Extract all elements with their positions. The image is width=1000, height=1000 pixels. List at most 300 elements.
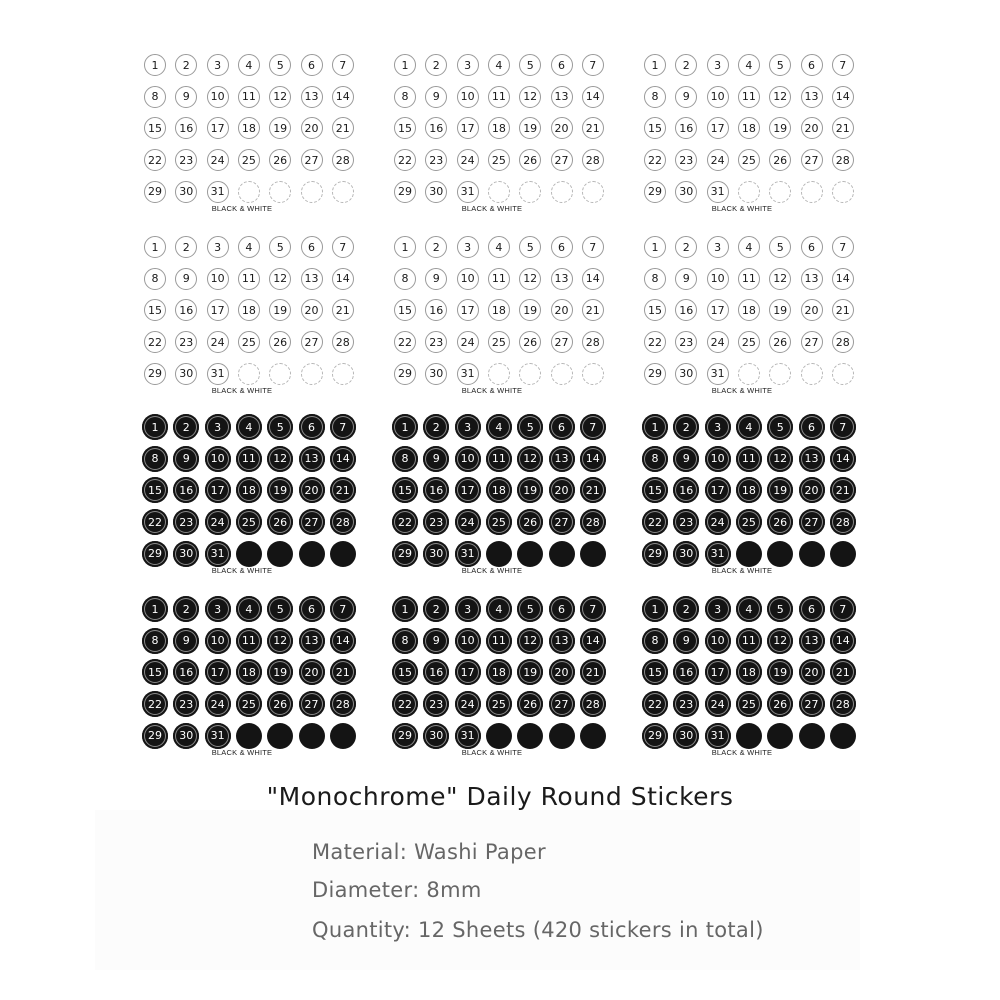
blank-sticker bbox=[582, 181, 604, 203]
day-sticker: 27 bbox=[549, 691, 575, 717]
blank-sticker bbox=[801, 363, 823, 385]
day-sticker: 28 bbox=[832, 149, 854, 171]
sticker-sheet-black bbox=[394, 416, 614, 586]
day-sticker: 31 bbox=[207, 363, 229, 385]
day-sticker: 4 bbox=[236, 414, 262, 440]
day-sticker: 22 bbox=[392, 691, 418, 717]
day-sticker: 16 bbox=[673, 659, 699, 685]
day-sticker: 13 bbox=[801, 86, 823, 108]
day-sticker: 10 bbox=[705, 446, 731, 472]
blank-sticker bbox=[486, 541, 512, 567]
day-sticker: 22 bbox=[394, 149, 416, 171]
day-sticker: 24 bbox=[457, 149, 479, 171]
day-sticker: 20 bbox=[801, 299, 823, 321]
day-sticker: 16 bbox=[673, 477, 699, 503]
day-sticker: 9 bbox=[175, 86, 197, 108]
day-sticker: 10 bbox=[207, 86, 229, 108]
day-sticker: 17 bbox=[207, 299, 229, 321]
blank-sticker bbox=[330, 541, 356, 567]
blank-sticker bbox=[332, 363, 354, 385]
day-sticker: 6 bbox=[801, 54, 823, 76]
day-sticker: 12 bbox=[269, 268, 291, 290]
blank-sticker bbox=[549, 541, 575, 567]
blank-sticker bbox=[486, 723, 512, 749]
day-sticker: 31 bbox=[705, 723, 731, 749]
day-sticker: 11 bbox=[488, 86, 510, 108]
day-sticker: 2 bbox=[173, 414, 199, 440]
day-sticker: 20 bbox=[301, 299, 323, 321]
day-sticker: 8 bbox=[394, 268, 416, 290]
day-sticker: 15 bbox=[394, 117, 416, 139]
spec-material: Material: Washi Paper bbox=[312, 840, 546, 864]
day-sticker: 11 bbox=[486, 628, 512, 654]
day-sticker: 31 bbox=[207, 181, 229, 203]
blank-sticker bbox=[301, 363, 323, 385]
day-sticker: 20 bbox=[549, 477, 575, 503]
blank-sticker bbox=[299, 723, 325, 749]
day-sticker: 11 bbox=[238, 268, 260, 290]
day-sticker: 17 bbox=[455, 477, 481, 503]
day-sticker: 27 bbox=[799, 691, 825, 717]
day-sticker: 11 bbox=[236, 446, 262, 472]
sheet-label: BLACK & WHITE bbox=[711, 385, 773, 395]
product-title: "Monochrome" Daily Round Stickers bbox=[266, 782, 734, 811]
sheet-label: BLACK & WHITE bbox=[211, 385, 273, 395]
blank-sticker bbox=[549, 723, 575, 749]
day-sticker: 6 bbox=[549, 596, 575, 622]
day-sticker: 21 bbox=[582, 299, 604, 321]
day-sticker: 25 bbox=[238, 149, 260, 171]
day-sticker: 26 bbox=[267, 691, 293, 717]
day-sticker: 28 bbox=[582, 149, 604, 171]
blank-sticker bbox=[236, 723, 262, 749]
day-sticker: 18 bbox=[488, 299, 510, 321]
day-sticker: 24 bbox=[707, 149, 729, 171]
day-sticker: 16 bbox=[423, 659, 449, 685]
day-sticker: 27 bbox=[551, 331, 573, 353]
day-sticker: 14 bbox=[330, 446, 356, 472]
blank-sticker bbox=[238, 363, 260, 385]
day-sticker: 2 bbox=[175, 236, 197, 258]
day-sticker: 13 bbox=[551, 86, 573, 108]
day-sticker: 5 bbox=[767, 414, 793, 440]
day-sticker: 19 bbox=[769, 299, 791, 321]
day-sticker: 24 bbox=[457, 331, 479, 353]
day-sticker: 22 bbox=[142, 691, 168, 717]
blank-sticker bbox=[801, 181, 823, 203]
day-sticker: 30 bbox=[175, 181, 197, 203]
day-sticker: 19 bbox=[519, 117, 541, 139]
blank-sticker bbox=[332, 181, 354, 203]
day-sticker: 17 bbox=[457, 299, 479, 321]
day-sticker: 9 bbox=[425, 268, 447, 290]
day-sticker: 4 bbox=[488, 236, 510, 258]
day-sticker: 23 bbox=[673, 691, 699, 717]
day-sticker: 14 bbox=[582, 268, 604, 290]
day-sticker: 22 bbox=[142, 509, 168, 535]
day-sticker: 4 bbox=[236, 596, 262, 622]
sheet-label: BLACK & WHITE bbox=[461, 203, 523, 213]
day-sticker: 6 bbox=[549, 414, 575, 440]
day-sticker: 26 bbox=[269, 149, 291, 171]
day-sticker: 29 bbox=[644, 181, 666, 203]
day-sticker: 20 bbox=[299, 477, 325, 503]
day-sticker: 18 bbox=[738, 117, 760, 139]
day-sticker: 26 bbox=[519, 149, 541, 171]
day-sticker: 13 bbox=[799, 446, 825, 472]
day-sticker: 28 bbox=[582, 331, 604, 353]
day-sticker: 22 bbox=[144, 149, 166, 171]
day-sticker: 30 bbox=[175, 363, 197, 385]
day-sticker: 10 bbox=[455, 628, 481, 654]
blank-sticker bbox=[517, 541, 543, 567]
day-sticker: 25 bbox=[738, 149, 760, 171]
day-sticker: 6 bbox=[551, 54, 573, 76]
blank-sticker bbox=[799, 723, 825, 749]
day-sticker: 26 bbox=[767, 509, 793, 535]
blank-sticker bbox=[267, 723, 293, 749]
day-sticker: 27 bbox=[551, 149, 573, 171]
day-sticker: 12 bbox=[517, 628, 543, 654]
day-sticker: 9 bbox=[673, 446, 699, 472]
day-sticker: 10 bbox=[455, 446, 481, 472]
blank-sticker bbox=[299, 541, 325, 567]
day-sticker: 14 bbox=[832, 268, 854, 290]
day-sticker: 28 bbox=[580, 691, 606, 717]
day-sticker: 15 bbox=[392, 477, 418, 503]
day-sticker: 25 bbox=[738, 331, 760, 353]
day-sticker: 17 bbox=[705, 659, 731, 685]
day-sticker: 30 bbox=[673, 723, 699, 749]
blank-sticker bbox=[267, 541, 293, 567]
blank-sticker bbox=[238, 181, 260, 203]
day-sticker: 7 bbox=[330, 596, 356, 622]
day-sticker: 6 bbox=[799, 596, 825, 622]
day-sticker: 21 bbox=[330, 477, 356, 503]
day-sticker: 13 bbox=[799, 628, 825, 654]
day-sticker: 24 bbox=[207, 331, 229, 353]
day-sticker: 1 bbox=[144, 236, 166, 258]
day-sticker: 2 bbox=[423, 596, 449, 622]
day-sticker: 14 bbox=[832, 86, 854, 108]
day-sticker: 27 bbox=[549, 509, 575, 535]
sticker-sheet-white bbox=[144, 54, 364, 224]
blank-sticker bbox=[580, 541, 606, 567]
day-sticker: 24 bbox=[705, 509, 731, 535]
day-sticker: 7 bbox=[582, 236, 604, 258]
day-sticker: 21 bbox=[332, 117, 354, 139]
day-sticker: 19 bbox=[517, 477, 543, 503]
day-sticker: 10 bbox=[207, 268, 229, 290]
day-sticker: 22 bbox=[394, 331, 416, 353]
day-sticker: 29 bbox=[644, 363, 666, 385]
day-sticker: 6 bbox=[299, 414, 325, 440]
day-sticker: 9 bbox=[423, 628, 449, 654]
blank-sticker bbox=[519, 363, 541, 385]
day-sticker: 25 bbox=[236, 691, 262, 717]
day-sticker: 28 bbox=[832, 331, 854, 353]
day-sticker: 3 bbox=[707, 54, 729, 76]
blank-sticker bbox=[830, 541, 856, 567]
day-sticker: 9 bbox=[423, 446, 449, 472]
day-sticker: 23 bbox=[423, 509, 449, 535]
day-sticker: 17 bbox=[457, 117, 479, 139]
day-sticker: 16 bbox=[173, 477, 199, 503]
blank-sticker bbox=[236, 541, 262, 567]
day-sticker: 25 bbox=[736, 509, 762, 535]
day-sticker: 14 bbox=[330, 628, 356, 654]
day-sticker: 1 bbox=[394, 236, 416, 258]
day-sticker: 23 bbox=[673, 509, 699, 535]
day-sticker: 21 bbox=[832, 299, 854, 321]
day-sticker: 6 bbox=[299, 596, 325, 622]
day-sticker: 15 bbox=[392, 659, 418, 685]
day-sticker: 14 bbox=[580, 628, 606, 654]
day-sticker: 31 bbox=[205, 723, 231, 749]
day-sticker: 26 bbox=[769, 331, 791, 353]
sticker-sheet-white bbox=[644, 236, 864, 406]
day-sticker: 9 bbox=[175, 268, 197, 290]
sticker-sheet-white bbox=[144, 236, 364, 406]
sticker-sheet-white bbox=[394, 54, 614, 224]
day-sticker: 22 bbox=[392, 509, 418, 535]
day-sticker: 23 bbox=[425, 331, 447, 353]
day-sticker: 10 bbox=[707, 86, 729, 108]
day-sticker: 12 bbox=[769, 268, 791, 290]
day-sticker: 2 bbox=[423, 414, 449, 440]
spec-quantity: Quantity: 12 Sheets (420 stickers in total) bbox=[312, 918, 764, 942]
blank-sticker bbox=[582, 363, 604, 385]
day-sticker: 18 bbox=[736, 659, 762, 685]
day-sticker: 12 bbox=[767, 628, 793, 654]
day-sticker: 18 bbox=[236, 659, 262, 685]
day-sticker: 8 bbox=[644, 86, 666, 108]
day-sticker: 25 bbox=[236, 509, 262, 535]
day-sticker: 30 bbox=[423, 723, 449, 749]
day-sticker: 30 bbox=[173, 723, 199, 749]
day-sticker: 3 bbox=[207, 54, 229, 76]
day-sticker: 28 bbox=[332, 149, 354, 171]
day-sticker: 28 bbox=[580, 509, 606, 535]
day-sticker: 15 bbox=[144, 117, 166, 139]
day-sticker: 28 bbox=[332, 331, 354, 353]
day-sticker: 7 bbox=[830, 414, 856, 440]
day-sticker: 3 bbox=[455, 414, 481, 440]
day-sticker: 5 bbox=[267, 414, 293, 440]
day-sticker: 1 bbox=[394, 54, 416, 76]
sticker-sheet-black bbox=[644, 416, 864, 586]
sheet-label: BLACK & WHITE bbox=[711, 203, 773, 213]
day-sticker: 7 bbox=[832, 54, 854, 76]
blank-sticker bbox=[799, 541, 825, 567]
day-sticker: 11 bbox=[736, 446, 762, 472]
day-sticker: 2 bbox=[675, 236, 697, 258]
day-sticker: 12 bbox=[267, 628, 293, 654]
day-sticker: 16 bbox=[173, 659, 199, 685]
day-sticker: 17 bbox=[205, 477, 231, 503]
day-sticker: 23 bbox=[675, 331, 697, 353]
day-sticker: 18 bbox=[238, 299, 260, 321]
day-sticker: 5 bbox=[769, 54, 791, 76]
day-sticker: 9 bbox=[173, 628, 199, 654]
day-sticker: 12 bbox=[267, 446, 293, 472]
day-sticker: 2 bbox=[173, 596, 199, 622]
day-sticker: 12 bbox=[519, 268, 541, 290]
day-sticker: 16 bbox=[175, 117, 197, 139]
day-sticker: 17 bbox=[455, 659, 481, 685]
day-sticker: 5 bbox=[269, 236, 291, 258]
day-sticker: 5 bbox=[519, 54, 541, 76]
blank-sticker bbox=[269, 363, 291, 385]
day-sticker: 24 bbox=[207, 149, 229, 171]
day-sticker: 27 bbox=[801, 331, 823, 353]
day-sticker: 13 bbox=[549, 446, 575, 472]
blank-sticker bbox=[767, 723, 793, 749]
day-sticker: 9 bbox=[675, 86, 697, 108]
day-sticker: 30 bbox=[173, 541, 199, 567]
day-sticker: 22 bbox=[642, 691, 668, 717]
day-sticker: 6 bbox=[799, 414, 825, 440]
day-sticker: 8 bbox=[144, 86, 166, 108]
day-sticker: 13 bbox=[301, 268, 323, 290]
day-sticker: 19 bbox=[769, 117, 791, 139]
day-sticker: 31 bbox=[455, 723, 481, 749]
day-sticker: 10 bbox=[707, 268, 729, 290]
blank-sticker bbox=[769, 181, 791, 203]
day-sticker: 7 bbox=[580, 596, 606, 622]
day-sticker: 11 bbox=[488, 268, 510, 290]
day-sticker: 8 bbox=[142, 628, 168, 654]
day-sticker: 2 bbox=[175, 54, 197, 76]
day-sticker: 4 bbox=[486, 596, 512, 622]
day-sticker: 4 bbox=[736, 596, 762, 622]
day-sticker: 5 bbox=[769, 236, 791, 258]
day-sticker: 18 bbox=[736, 477, 762, 503]
day-sticker: 13 bbox=[801, 268, 823, 290]
sheet-label: BLACK & WHITE bbox=[211, 203, 273, 213]
day-sticker: 19 bbox=[519, 299, 541, 321]
day-sticker: 22 bbox=[144, 331, 166, 353]
sticker-sheet-black bbox=[394, 598, 614, 768]
day-sticker: 16 bbox=[675, 117, 697, 139]
day-sticker: 30 bbox=[425, 181, 447, 203]
day-sticker: 3 bbox=[207, 236, 229, 258]
day-sticker: 2 bbox=[675, 54, 697, 76]
day-sticker: 8 bbox=[394, 86, 416, 108]
day-sticker: 18 bbox=[236, 477, 262, 503]
day-sticker: 12 bbox=[269, 86, 291, 108]
day-sticker: 2 bbox=[673, 596, 699, 622]
day-sticker: 5 bbox=[517, 414, 543, 440]
day-sticker: 19 bbox=[767, 659, 793, 685]
day-sticker: 24 bbox=[205, 509, 231, 535]
day-sticker: 4 bbox=[738, 54, 760, 76]
day-sticker: 18 bbox=[488, 117, 510, 139]
day-sticker: 26 bbox=[517, 691, 543, 717]
blank-sticker bbox=[269, 181, 291, 203]
day-sticker: 23 bbox=[175, 149, 197, 171]
day-sticker: 12 bbox=[517, 446, 543, 472]
sticker-sheet-black bbox=[144, 416, 364, 586]
day-sticker: 8 bbox=[642, 446, 668, 472]
day-sticker: 16 bbox=[175, 299, 197, 321]
blank-sticker bbox=[738, 181, 760, 203]
day-sticker: 29 bbox=[642, 541, 668, 567]
day-sticker: 31 bbox=[205, 541, 231, 567]
day-sticker: 31 bbox=[455, 541, 481, 567]
day-sticker: 7 bbox=[830, 596, 856, 622]
day-sticker: 29 bbox=[392, 723, 418, 749]
day-sticker: 29 bbox=[394, 181, 416, 203]
day-sticker: 30 bbox=[675, 181, 697, 203]
day-sticker: 8 bbox=[392, 628, 418, 654]
day-sticker: 17 bbox=[705, 477, 731, 503]
day-sticker: 16 bbox=[425, 299, 447, 321]
day-sticker: 14 bbox=[332, 86, 354, 108]
day-sticker: 9 bbox=[675, 268, 697, 290]
day-sticker: 10 bbox=[205, 446, 231, 472]
day-sticker: 30 bbox=[425, 363, 447, 385]
day-sticker: 19 bbox=[517, 659, 543, 685]
day-sticker: 13 bbox=[551, 268, 573, 290]
day-sticker: 20 bbox=[551, 299, 573, 321]
day-sticker: 15 bbox=[642, 477, 668, 503]
day-sticker: 26 bbox=[517, 509, 543, 535]
day-sticker: 21 bbox=[830, 659, 856, 685]
day-sticker: 17 bbox=[207, 117, 229, 139]
day-sticker: 19 bbox=[767, 477, 793, 503]
day-sticker: 24 bbox=[455, 509, 481, 535]
day-sticker: 11 bbox=[738, 268, 760, 290]
day-sticker: 6 bbox=[301, 236, 323, 258]
day-sticker: 8 bbox=[392, 446, 418, 472]
day-sticker: 20 bbox=[799, 477, 825, 503]
day-sticker: 24 bbox=[707, 331, 729, 353]
blank-sticker bbox=[517, 723, 543, 749]
day-sticker: 23 bbox=[423, 691, 449, 717]
day-sticker: 15 bbox=[394, 299, 416, 321]
day-sticker: 27 bbox=[301, 331, 323, 353]
day-sticker: 29 bbox=[394, 363, 416, 385]
day-sticker: 14 bbox=[332, 268, 354, 290]
sheet-label: BLACK & WHITE bbox=[461, 565, 523, 575]
day-sticker: 15 bbox=[644, 117, 666, 139]
blank-sticker bbox=[301, 181, 323, 203]
day-sticker: 9 bbox=[425, 86, 447, 108]
day-sticker: 5 bbox=[267, 596, 293, 622]
day-sticker: 4 bbox=[486, 414, 512, 440]
day-sticker: 2 bbox=[673, 414, 699, 440]
day-sticker: 18 bbox=[738, 299, 760, 321]
day-sticker: 9 bbox=[673, 628, 699, 654]
day-sticker: 3 bbox=[205, 596, 231, 622]
day-sticker: 28 bbox=[830, 691, 856, 717]
day-sticker: 13 bbox=[301, 86, 323, 108]
day-sticker: 28 bbox=[330, 691, 356, 717]
day-sticker: 21 bbox=[832, 117, 854, 139]
day-sticker: 19 bbox=[269, 117, 291, 139]
day-sticker: 15 bbox=[144, 299, 166, 321]
sticker-sheet-white bbox=[644, 54, 864, 224]
day-sticker: 4 bbox=[488, 54, 510, 76]
day-sticker: 1 bbox=[392, 596, 418, 622]
day-sticker: 12 bbox=[769, 86, 791, 108]
day-sticker: 5 bbox=[519, 236, 541, 258]
day-sticker: 31 bbox=[457, 363, 479, 385]
day-sticker: 14 bbox=[830, 628, 856, 654]
day-sticker: 20 bbox=[551, 117, 573, 139]
day-sticker: 17 bbox=[707, 299, 729, 321]
